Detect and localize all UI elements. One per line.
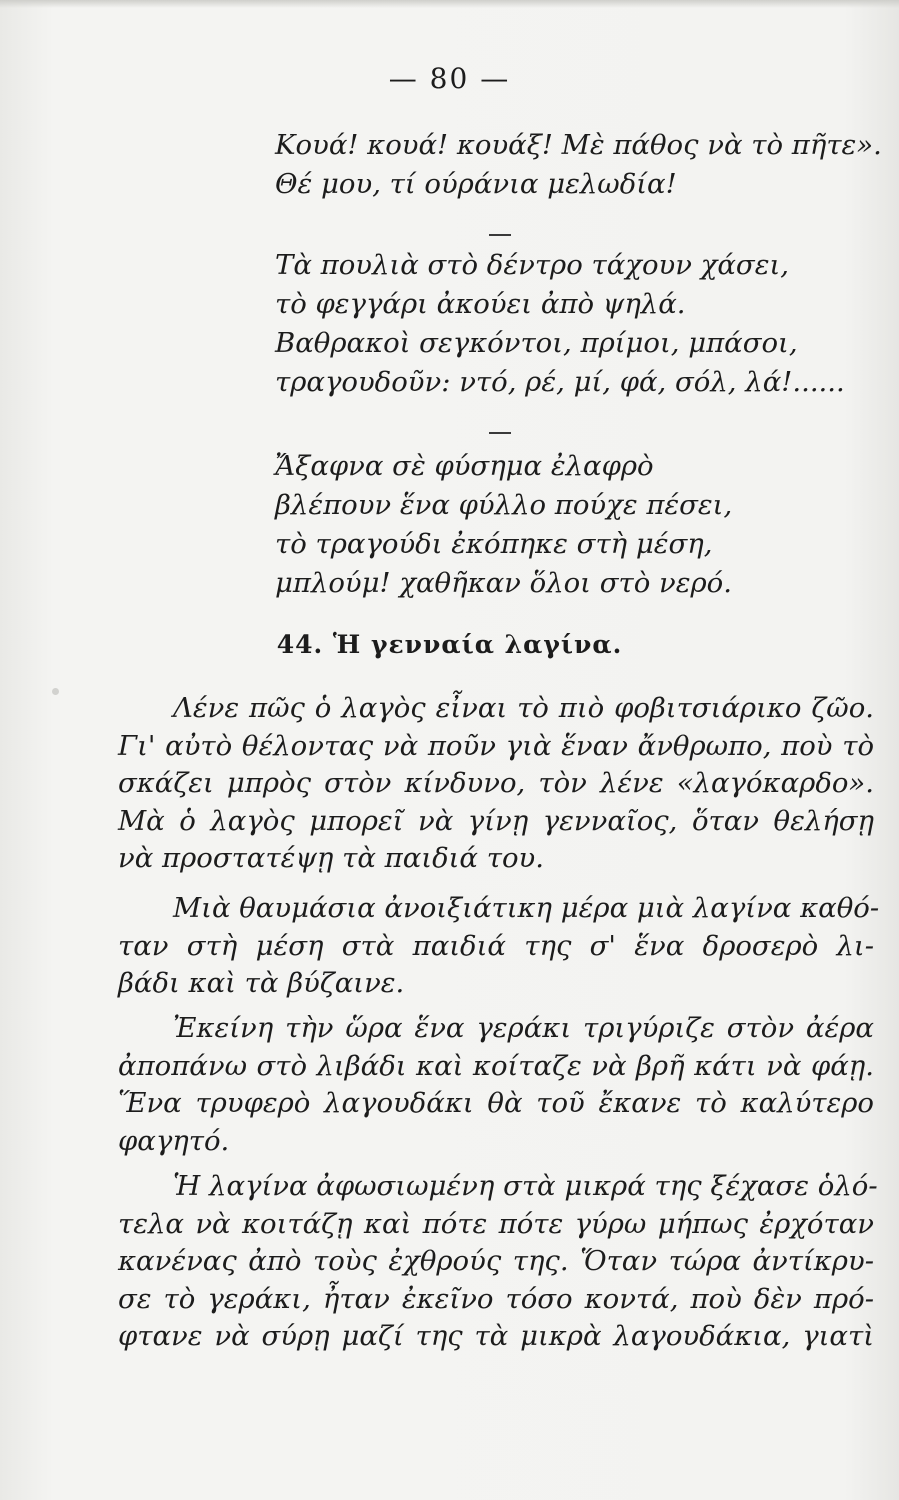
text-line: τελα νὰ κοιτάζῃ καὶ πότε πότε γύρω μήπως ἐρχόταν	[118, 1207, 874, 1240]
poem-line: τὸ φεγγάρι ἀκούει ἀπὸ ψηλά.	[275, 288, 686, 320]
stanza-divider	[489, 432, 511, 434]
poem-line: Βαθρακοὶ σεγκόντοι, πρίμοι, μπάσοι,	[275, 327, 798, 359]
paragraph-4	[118, 1168, 878, 1356]
text-line: σε τὸ γεράκι, ἦταν ἐκεῖνο τόσο κοντά, ποὺ δὲν πρό-	[118, 1282, 874, 1315]
poem-stanza-3	[275, 447, 895, 603]
page-top-edge	[0, 0, 899, 8]
text-line: Ἡ λαγίνα ἀφωσιωμένη στὰ μικρά της ξέχασε ὁλό-	[173, 1170, 878, 1202]
text-line: Γι' αὐτὸ θέλοντας νὰ ποῦν γιὰ ἕναν ἄνθρωπο, ποὺ τὸ	[118, 729, 874, 762]
ink-speck	[52, 688, 59, 695]
text-line: Μὰ ὁ λαγὸς μπορεῖ νὰ γίνῃ γενναῖος, ὅταν θελήσῃ	[118, 804, 874, 837]
paragraph-3	[118, 1010, 874, 1160]
poem-line: μπλούμ! χαθῆκαν ὅλοι στὸ νερό.	[275, 567, 732, 599]
text-line: βάδι καὶ τὰ βύζαινε.	[118, 967, 405, 999]
text-line: σκάζει μπρὸς στὸν κίνδυνο, τὸν λένε «λαγόκαρδο».	[118, 767, 874, 799]
poem-stanza-1	[275, 126, 895, 204]
text-line: κανένας ἀπὸ τοὺς ἐχθρούς της. Ὅταν τώρα ἀντίκρυ-	[118, 1245, 874, 1277]
poem-line: Ἄξαφνα σὲ φύσημα ἐλαφρὸ	[275, 450, 654, 482]
text-line: Ἕνα τρυφερὸ λαγουδάκι θὰ τοῦ ἔκανε τὸ καλύτερο	[118, 1087, 874, 1119]
text-line: Ἐκείνη τὴν ὥρα ἕνα γεράκι τριγύριζε στὸν ἀέρα	[173, 1012, 874, 1044]
paragraph-2	[118, 890, 880, 1003]
text-line: Λένε πῶς ὁ λαγὸς εἶναι τὸ πιὸ φοβιτσιάρικο ζῶο.	[173, 692, 874, 724]
text-line: φτανε νὰ σύρῃ μαζί της τὰ μικρὰ λαγουδάκια, γιατὶ	[118, 1320, 874, 1352]
text-line: Μιὰ θαυμάσια ἀνοιξιάτικη μέρα μιὰ λαγίνα καθό-	[173, 892, 880, 924]
poem-line: Κουά! κουά! κουάξ! Μὲ πάθος νὰ τὸ πῆτε».	[275, 129, 882, 161]
text-line: ταν στὴ μέση στὰ παιδιά της σ' ἕνα δροσερὸ λι-	[118, 929, 874, 962]
text-line: ἀποπάνω στὸ λιβάδι καὶ κοίταζε νὰ βρῆ κάτι νὰ φάῃ.	[118, 1049, 874, 1082]
text-line: φαγητό.	[118, 1124, 230, 1157]
stanza-divider	[489, 234, 511, 236]
poem-line: τὸ τραγούδι ἐκόπηκε στὴ μέση,	[275, 528, 713, 560]
chapter-title: 44. Ἡ γενναία λαγίνα.	[276, 630, 623, 659]
poem-line: τραγουδοῦν: ντό, ρέ, μί, φά, σόλ, λά!......	[275, 366, 845, 398]
poem-line: Τὰ πουλιὰ στὸ δέντρο τάχουν χάσει,	[275, 249, 789, 281]
poem-line: Θέ μου, τί ούράνια μελωδία!	[275, 168, 677, 200]
poem-stanza-2	[275, 246, 895, 402]
paragraph-1	[118, 690, 874, 878]
page-number: — 80 —	[388, 62, 511, 95]
poem-line: βλέπουν ἕνα φύλλο πούχε πέσει,	[275, 489, 733, 521]
text-line: νὰ προστατέψῃ τὰ παιδιά του.	[118, 842, 544, 874]
